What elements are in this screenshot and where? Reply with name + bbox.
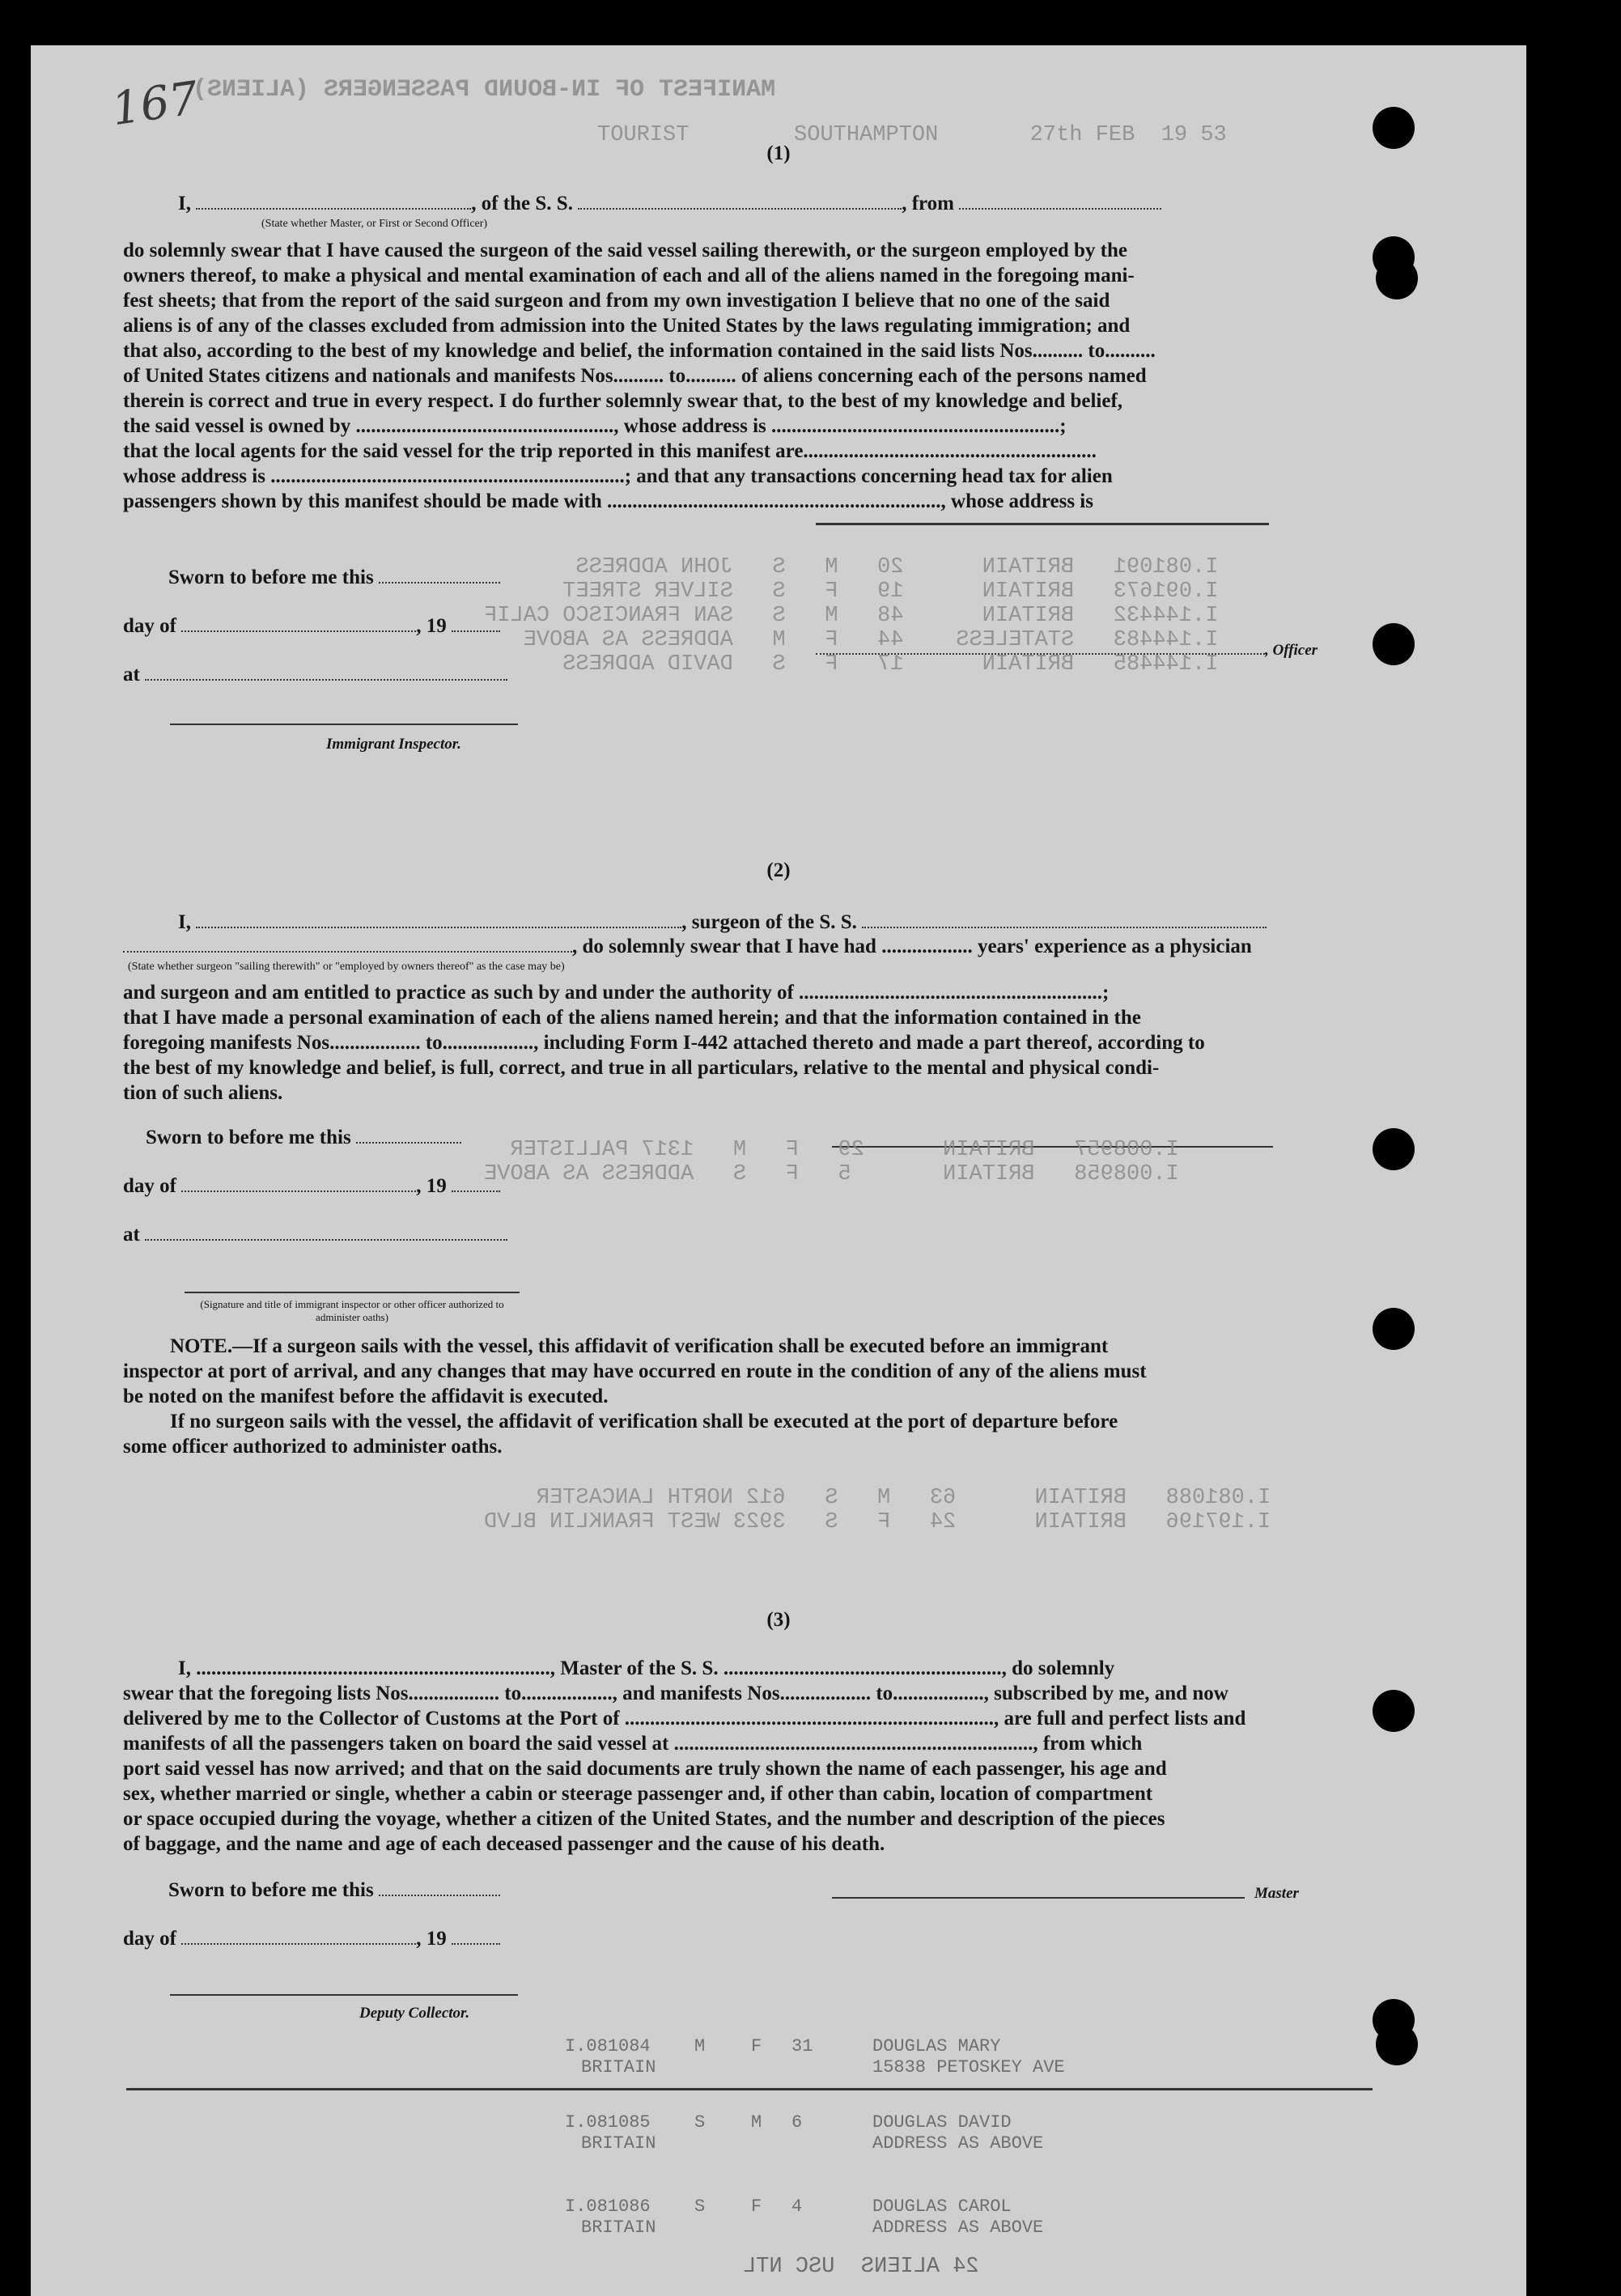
section1-line: owners thereof, to make a physical and mental examination of each and all of the aliens named in the foregoing mani- (123, 265, 1135, 286)
record-age: 4 (791, 2196, 803, 2217)
handwritten-page-number: 167 (108, 71, 202, 137)
note-line: NOTE.—If a surgeon sails with the vessel, this affidavit of verification shall be executed before an immigrant (170, 1335, 1109, 1357)
section2-line: the best of my knowledge and belief, is full, correct, and true in all particulars, relative to the mental and physical condi- (123, 1057, 1160, 1079)
bleed-through-records-lower: I.081088 BRITAIN 63 M S 612 NORTH LANCASTER I.197196 BRITAIN 24 F S 3923 WEST FRANKLIN BLVD (484, 1486, 1271, 1534)
section1-rule (816, 523, 1269, 525)
punch-hole (1373, 107, 1415, 149)
punch-hole (1373, 1690, 1415, 1732)
sworn-label: Sworn to before me this (168, 1879, 374, 1901)
at-label: at (123, 664, 140, 685)
record-name: DOUGLAS DAVID (872, 2112, 1012, 2133)
master-signature-line (832, 1897, 1245, 1899)
section1-day (123, 613, 500, 639)
punch-hole (1376, 257, 1418, 299)
signature-title-note: (Signature and title of immigrant inspector or other officer authorized to administer oaths) (200, 1298, 504, 1323)
record-age: 31 (791, 2036, 813, 2056)
footer-stamp: 24 ALIENS USC NTL (743, 2255, 979, 2279)
section2-opening-line (178, 910, 1360, 935)
record-sex: F (751, 2196, 762, 2217)
section1-at (123, 662, 507, 687)
vessel-blank (578, 193, 902, 210)
section3-line: I, ......................................................................, Master of the S. S. ......................................................., do solemnly (178, 1657, 1115, 1679)
section1-line: that also, according to the best of my knowledge and belief, the information contained in the said lists Nos.......... to.......... (123, 340, 1156, 362)
note-line: be noted on the manifest before the affidavit is executed. (123, 1386, 609, 1407)
section1-line: the said vessel is owned by ..................................................., whose address is .........................................................; (123, 415, 1067, 437)
day-label: day of (123, 1175, 176, 1197)
section3-day (123, 1926, 500, 1951)
section3-line: or space occupied during the voyage, whether a citizen of the United States, and the number and description of the pieces (123, 1808, 1165, 1830)
record-number: I.081084 (565, 2036, 651, 2056)
section1-line: of United States citizens and nationals and manifests Nos.......... to.......... of aliens concerning each of the persons named (123, 365, 1147, 387)
bleed-through-ship: TOURIST SOUTHAMPTON 27th FEB 19 53 (597, 123, 1227, 147)
port-blank (959, 193, 1161, 210)
record-address: ADDRESS AS ABOVE (872, 2133, 1044, 2154)
section2-line: that I have made a personal examination of each of the aliens named herein; and that the information contained in the (123, 1007, 1141, 1029)
section2-note (123, 1334, 1369, 1459)
record-number: I.081085 (565, 2112, 651, 2133)
section1-line: aliens is of any of the classes excluded from admission into the United States by the laws regulating immigration; and (123, 315, 1131, 337)
officer-blank (196, 193, 471, 210)
section1-line: whose address is ......................................................................; and that any transactions concerning head tax for alien (123, 465, 1113, 487)
section1-i: I, (178, 193, 191, 214)
year-label: , 19 (416, 1928, 447, 1950)
day-label: day of (123, 1928, 176, 1950)
section3-sworn (168, 1878, 500, 1903)
section2-swear-line: , do solemnly swear that I have had .................. years' experience as a physician (572, 936, 1252, 957)
section3-paragraph (123, 1656, 1369, 1857)
record-marital: M (694, 2036, 706, 2056)
section2-line2 (123, 934, 1369, 959)
record-address: 15838 PETOSKEY AVE (872, 2057, 1065, 2077)
sworn-blank (379, 1880, 500, 1896)
section1-from: , from (902, 193, 954, 214)
at-blank (145, 1224, 507, 1241)
day-blank (181, 1929, 416, 1945)
section1-opening-line (178, 191, 1360, 216)
section2-line: foregoing manifests Nos.................. to.................., including Form I-442 attached thereto and made a part thereof, according to (123, 1032, 1205, 1054)
section1-number: (1) (766, 142, 791, 164)
record-row (549, 2112, 1358, 2196)
officer-label: , Officer (1265, 642, 1318, 659)
record-number: I.081086 (565, 2196, 651, 2217)
section1-line: therein is correct and true in every respect. I do further solemnly swear that, to the best of my knowledge and belief, (123, 390, 1123, 412)
section3-line: swear that the foregoing lists Nos.................. to.................., and manifests Nos.................. to.................., subscribed by me, and now (123, 1683, 1228, 1704)
sworn-label: Sworn to before me this (168, 567, 374, 588)
section2-paragraph (123, 980, 1369, 1106)
bleed-through-header: MANIFEST OF IN-BOUND PASSENGERS (ALIENS) (193, 76, 776, 104)
surgeon-name-blank (196, 912, 681, 928)
manifest-page (31, 45, 1526, 2296)
record-country: BRITAIN (581, 2133, 656, 2154)
immigrant-inspector-label: Immigrant Inspector. (326, 736, 461, 753)
inspector-line (170, 724, 518, 725)
section1-sworn (168, 565, 500, 590)
punch-hole (1373, 1308, 1415, 1350)
section1-line: fest sheets; that from the report of the said surgeon and from my own investigation I believe that no one of the said (123, 290, 1110, 312)
section2-line: tion of such aliens. (123, 1082, 283, 1104)
record-age: 6 (791, 2112, 803, 2133)
collector-line (170, 1994, 518, 1996)
section3-line: sex, whether married or single, whether a cabin or steerage passenger and, if other than cabin, location of compartment (123, 1783, 1153, 1805)
deputy-collector-label: Deputy Collector. (359, 2005, 470, 2022)
punch-hole (1376, 2023, 1418, 2065)
record-country: BRITAIN (581, 2217, 656, 2238)
section1-officer-note: (State whether Master, or First or Second Officer) (261, 218, 488, 230)
record-marital: S (694, 2112, 706, 2133)
year-label: , 19 (416, 1175, 447, 1197)
section3-line: of baggage, and the name and age of each deceased passenger and the cause of his death. (123, 1833, 885, 1855)
surgeon-status-blank (123, 936, 572, 953)
bleed-through-records-upper: I.081091 BRITAIN 20 M S JOHN ADDRESS I.091673 BRITAIN 19 F S SILVER STREET I.144432 BRITAIN 48 M S SAN FRANCISCO CALIF I.144483 STATELESS 44 F M ADDRESS AS ABOVE I.144485 BRITAIN 17 F S DAVID ADDRESS (484, 555, 1219, 677)
record-address: ADDRESS AS ABOVE (872, 2217, 1044, 2238)
note-line: If no surgeon sails with the vessel, the affidavit of verification shall be executed at the port of departure before (170, 1411, 1118, 1432)
punch-hole (1373, 623, 1415, 665)
record-name: DOUGLAS MARY (872, 2036, 1001, 2056)
section2-at (123, 1222, 507, 1247)
section2-sworn (146, 1125, 461, 1150)
note-line: inspector at port of arrival, and any changes that may have occurred en route in the condition of any of the aliens must (123, 1360, 1147, 1382)
record-country: BRITAIN (581, 2057, 656, 2077)
punch-hole (1373, 1128, 1415, 1170)
year-label: , 19 (416, 615, 447, 637)
sworn-blank (356, 1127, 461, 1144)
surgeon-of-ss: , surgeon of the S. S. (681, 911, 857, 933)
surgeon-vessel-blank (862, 912, 1267, 928)
record-row (549, 2028, 1358, 2112)
section1-paragraph (123, 238, 1369, 514)
section2-i: I, (178, 911, 191, 933)
record-marital: S (694, 2196, 706, 2217)
record-name: DOUGLAS CAROL (872, 2196, 1012, 2217)
section1-line: that the local agents for the said vessel for the trip reported in this manifest are.......................................................... (123, 440, 1097, 462)
section3-number: (3) (766, 1609, 791, 1631)
section1-line: passengers shown by this manifest should be made with .................................................................., whose address is (123, 490, 1093, 512)
bleed-through-records-middle: I.008957 BRITAIN 29 F M 1317 PALLISTER I.008958 BRITAIN 5 F S ADDRESS AS ABOVE (484, 1138, 1179, 1186)
day-blank (181, 1176, 416, 1192)
section1-of-ss: , of the S. S. (471, 193, 573, 214)
master-label: Master (1254, 1885, 1299, 1902)
section3-line: manifests of all the passengers taken on board the said vessel at ......................................................................., from which (123, 1733, 1143, 1755)
section1-line: do solemnly swear that I have caused the surgeon of the said vessel sailing therewith, or the surgeon employed by the (123, 240, 1127, 261)
section3-line: port said vessel has now arrived; and that on the said documents are truly shown the name of each passenger, his age and (123, 1758, 1167, 1780)
sworn-blank (379, 567, 500, 584)
section2-surgeon-note: (State whether surgeon "sailing therewith" or "employed by owners thereof" as the case may be) (128, 961, 565, 973)
day-label: day of (123, 615, 176, 637)
record-sex: F (751, 2036, 762, 2056)
note-line: some officer authorized to administer oaths. (123, 1436, 503, 1458)
section2-day (123, 1173, 500, 1199)
day-blank (181, 616, 416, 632)
section3-line: delivered by me to the Collector of Customs at the Port of ........................................................................., are full and perfect lists and (123, 1708, 1246, 1729)
at-blank (145, 664, 507, 681)
at-label: at (123, 1224, 140, 1246)
officer-oath-line (185, 1292, 520, 1293)
bottom-records (549, 2028, 1358, 2281)
year-blank (452, 1929, 500, 1945)
section2-number: (2) (766, 859, 791, 881)
record-sex: M (751, 2112, 762, 2133)
sworn-label: Sworn to before me this (146, 1127, 351, 1148)
section2-line: and surgeon and am entitled to practice as such by and under the authority of ............................................................; (123, 982, 1110, 1004)
